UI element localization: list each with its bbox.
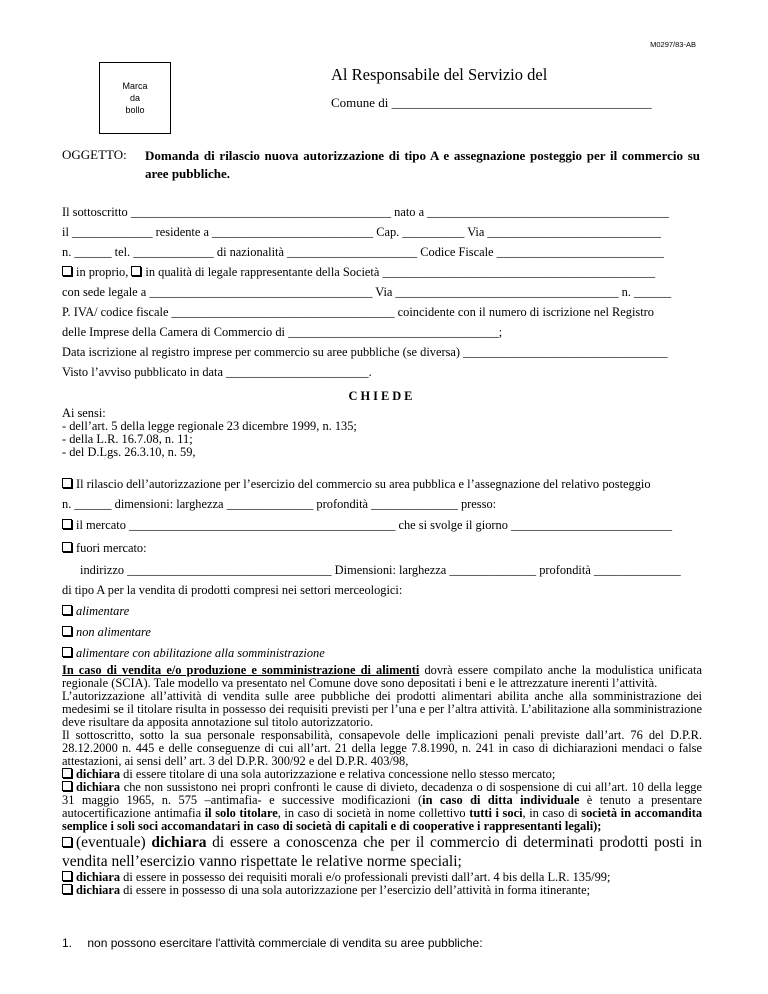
- dichiara-item: dichiara di essere in possesso dei requisiti morali e/o professionali previsti dall’art. 4 bis della L.R. 135/99;: [62, 871, 702, 884]
- fuori-mercato-checkbox[interactable]: [62, 542, 72, 552]
- dichiarazione-intro: Il sottoscritto, sotto la sua personale responsabilità, consapevole delle implicazioni penali previste dall’art. 76 del D.P.R. 28.12.2000 n. 445 e delle conseguenze di cui all’art. 21 della legge 7.8.1990, n. 241 in caso di dichiarazioni mendaci o false attestazioni, ai sensi dell’ art. 3 del D.P.R. 300/92 e del D.P.R. 403/98,: [62, 728, 702, 768]
- dichiara-1-checkbox[interactable]: [62, 768, 72, 778]
- form-line-sede[interactable]: con sede legale a ____________________________________ Via ____________________________________ n. ______: [62, 285, 672, 299]
- ai-sensi-line: - dell’art. 5 della legge regionale 23 dicembre 1999, n. 135;: [62, 419, 357, 433]
- stamp-label-3: bollo: [125, 105, 145, 115]
- dichiara-4-checkbox[interactable]: [62, 871, 72, 881]
- dichiara-2-checkbox[interactable]: [62, 781, 72, 791]
- settore-option: [62, 604, 702, 618]
- oggetto-text: Domanda di rilascio nuova autorizzazione di tipo A e assegnazione posteggio per il commercio su aree pubbliche.: [145, 148, 700, 181]
- ai-sensi-line: - del D.Lgs. 26.3.10, n. 59,: [62, 445, 196, 459]
- mercato-option: [62, 518, 702, 532]
- mercato-field[interactable]: il mercato ___________________________________________ che si svolge il giorno __________________________: [76, 518, 673, 532]
- mercato-checkbox[interactable]: [62, 519, 72, 529]
- item-number: 1.: [62, 936, 73, 950]
- scia-paragraph: In caso di vendita e/o produzione e somministrazione di alimenti dovrà essere compilato anche la modulistica unificata regionale (SCIA). Tale modello va presentato nel Comune dove sono depositati i beni e le attrezzature inerenti l’attività.: [62, 663, 702, 690]
- somministrazione-paragraph: L’autorizzazione all’attività di vendita sulle aree pubbliche dei prodotti alimentari abilita anche alla somministrazione dei medesimi se il titolare risulta in possesso dei requisiti previsti per l’una e per l’altra attività. L’abilitazione alla somministrazione deve risultare da apposita annotazione sul titolo autorizzatorio.: [62, 689, 702, 729]
- form-line-indirizzo[interactable]: indirizzo _________________________________ Dimensioni: larghezza ______________ profondità ______________: [80, 563, 681, 577]
- rilascio-checkbox[interactable]: [62, 478, 72, 488]
- rilascio-label: Il rilascio dell’autorizzazione per l’esercizio del commercio su area pubblica e l’assegnazione del relativo posteggio: [76, 477, 651, 491]
- in-proprio-label: in proprio,: [76, 265, 129, 279]
- settore-option: [62, 646, 702, 660]
- dichiara-item: dichiara di essere in possesso di una sola autorizzazione per l’esercizio dell’attività in forma itinerante;: [62, 884, 702, 897]
- comune-field[interactable]: Comune di ________________________________________: [331, 95, 652, 110]
- ai-sensi-line: Ai sensi:: [62, 406, 106, 420]
- non-alimentare-checkbox[interactable]: [62, 626, 72, 636]
- form-line-residenza[interactable]: il _____________ residente a __________________________ Cap. __________ Via ____________________________: [62, 225, 661, 239]
- fuori-mercato-option: [62, 541, 702, 555]
- non-alimentare-label: non alimentare: [76, 625, 151, 639]
- stamp-label-2: da: [129, 93, 140, 103]
- stamp-label-1: Marca: [122, 81, 148, 91]
- alimentare-checkbox[interactable]: [62, 605, 72, 615]
- oggetto-label: OGGETTO:: [62, 147, 127, 162]
- form-line-avviso[interactable]: Visto l’avviso pubblicato in data _______________________.: [62, 365, 372, 379]
- form-line-camera[interactable]: delle Imprese della Camera di Commercio di __________________________________;: [62, 325, 503, 339]
- ai-sensi-line: - della L.R. 16.7.08, n. 11;: [62, 432, 193, 446]
- form-line-sottoscritto[interactable]: Il sottoscritto __________________________________________ nato a _______________________________________: [62, 205, 669, 219]
- form-line-qualita: [62, 265, 702, 279]
- form-line-contatti[interactable]: n. ______ tel. _____________ di nazionalità _____________________ Codice Fiscale ___________________________: [62, 245, 664, 259]
- somministrazione-label: alimentare con abilitazione alla somministrazione: [76, 646, 325, 660]
- somministrazione-checkbox[interactable]: [62, 647, 72, 657]
- tipo-a-text: di tipo A per la vendita di prodotti compresi nei settori merceologici:: [62, 583, 403, 597]
- chiede-heading: CHIEDE: [348, 389, 416, 403]
- revenue-stamp-box: [99, 62, 171, 134]
- numbered-item-1: [62, 936, 702, 950]
- ai-sensi-list: [62, 407, 702, 459]
- info-paragraphs: [62, 664, 702, 897]
- dichiara-item: dichiara di essere titolare di una sola autorizzazione e relativa concessione nello stesso mercato;: [62, 768, 702, 781]
- dichiara-item: dichiara che non sussistono nei propri confronti le cause di divieto, decadenza o di sospensione di cui all’art. 10 della legge 31 maggio 1965, n. 575 –antimafia- e successive modificazioni (in caso di ditta individuale è tenuto a presentare autocertificazione antimafia il solo titolare, in caso di società in nome collettivo tutti i soci, in caso di società in accomandita semplice i soli soci accomandatari in caso di società di capitali e di cooperative i rappresentanti legali);: [62, 780, 703, 833]
- in-proprio-checkbox[interactable]: [62, 266, 72, 276]
- form-line-dimensioni[interactable]: n. ______ dimensioni: larghezza ______________ profondità ______________ presso:: [62, 497, 497, 511]
- item-text: non possono esercitare l'attività commerciale di vendita su aree pubbliche:: [87, 936, 483, 950]
- fuori-mercato-label: fuori mercato:: [76, 541, 147, 555]
- dichiara-3-checkbox[interactable]: [62, 837, 72, 847]
- form-line-piva[interactable]: P. IVA/ codice fiscale ____________________________________ coincidente con il numero di iscrizione nel Registro: [62, 305, 655, 319]
- rilascio-option: [62, 477, 702, 491]
- legale-rappresentante-label[interactable]: in qualità di legale rappresentante della Società ____________________________________________: [145, 265, 656, 279]
- document-code: M0297/83-AB: [650, 40, 696, 49]
- dichiara-5-checkbox[interactable]: [62, 884, 72, 894]
- alimentare-label: alimentare: [76, 604, 130, 618]
- dichiara-item: (eventuale) dichiara di essere a conoscenza che per il commercio di determinati prodotti posti in vendita nell’esercizio vanno rispettate le relative norme speciali;: [62, 834, 702, 870]
- recipient-title: Al Responsabile del Servizio del: [331, 65, 548, 84]
- legale-rappresentante-checkbox[interactable]: [131, 266, 141, 276]
- settore-option: [62, 625, 702, 639]
- form-line-data-iscrizione[interactable]: Data iscrizione al registro imprese per commercio su aree pubbliche (se diversa) _________________________________: [62, 345, 668, 359]
